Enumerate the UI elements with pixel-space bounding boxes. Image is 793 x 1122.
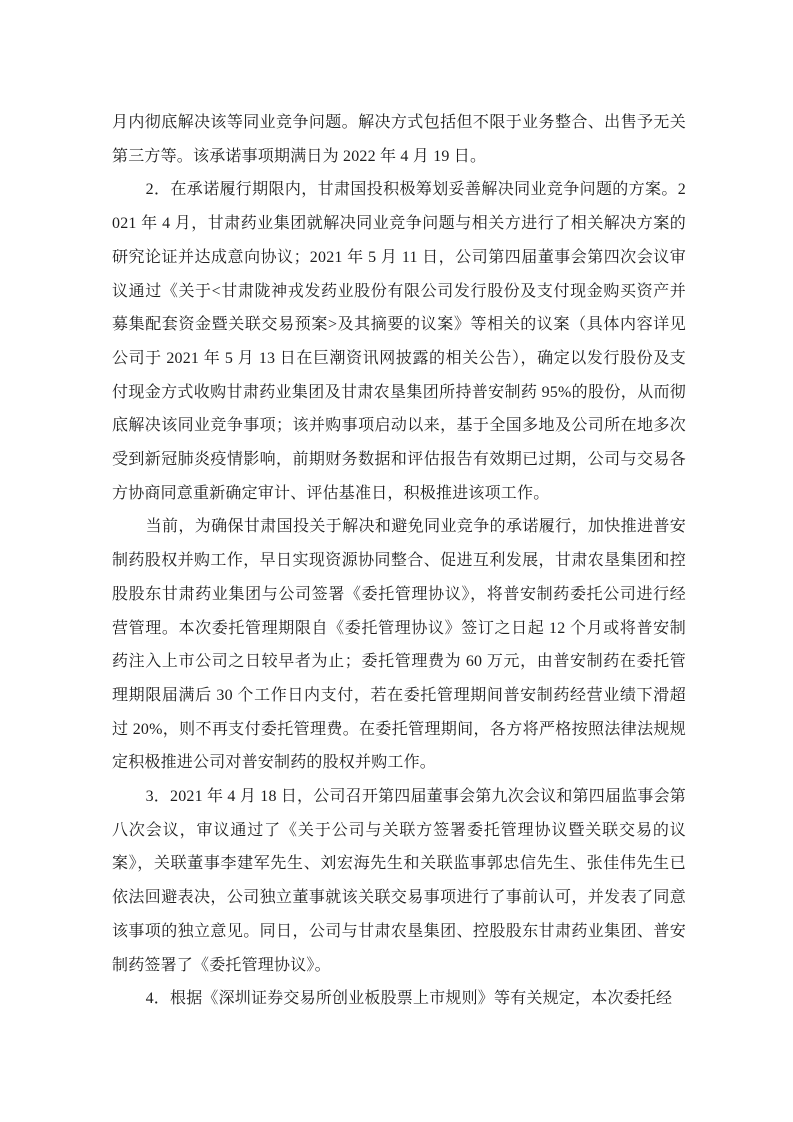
paragraph-item-2: 2．在承诺履行期限内，甘肃国投积极筹划妥善解决同业竞争问题的方案。2021 年 4 月，甘肃药业集团就解决同业竞争问题与相关方进行了相关解决方案的研究论证并达成意向协议；2021 年 5 月 11 日，公司第四届董事会第四次会议审议通过《关于<甘肃陇神戎发药业股份有限公司发行股份及支付现金购买资产并募集配套资金暨关联交易预案>及其摘要的议案》等相关的议案（具体内容详见公司于 2021 年 5 月 13 日在巨潮资讯网披露的相关公告），确定以发行股份及支付现金方式收购甘肃药业集团及甘肃农垦集团所持普安制药 95%的股份，从而彻底解决该同业竞争事项；该并购事项启动以来，基于全国多地及公司所在地多次受到新冠肺炎疫情影响，前期财务数据和评估报告有效期已过期，公司与交易各方协商同意重新确定审计、评估基准日，积极推进该项工作。 [112,181,686,502]
paragraph-continuation: 月内彻底解决该等同业竞争问题。解决方式包括但不限于业务整合、出售予无关第三方等。该承诺事项期满日为 2022 年 4 月 19 日。 [112,114,686,165]
paragraph-current-status: 当前，为确保甘肃国投关于解决和避免同业竞争的承诺履行，加快推进普安制药股权并购工作，早日实现资源协同整合、促进互利发展，甘肃农垦集团和控股股东甘肃药业集团与公司签署《委托管理协议》，将普安制药委托公司进行经营管理。本次委托管理期限自《委托管理协议》签订之日起 12 个月或将普安制药注入上市公司之日较早者为止；委托管理费为 60 万元，由普安制药在委托管理期限届满后 30 个工作日内支付，若在委托管理期间普安制药经营业绩下滑超过 20%，则不再支付委托管理费。在委托管理期间，各方将严格按照法律法规规定积极推进公司对普安制药的股权并购工作。 [112,518,686,772]
paragraph-item-4: 4．根据《深圳证券交易所创业板股票上市规则》等有关规定，本次委托经 [145,990,673,1008]
paragraph-item-3: 3．2021 年 4 月 18 日，公司召开第四届董事会第九次会议和第四届监事会第八次会议，审议通过了《关于公司与关联方签署委托管理协议暨关联交易的议案》，关联董事李建军先生、刘宏海先生和关联监事郭忠信先生、张佳伟先生已依法回避表决，公司独立董事就该关联交易事项进行了事前认可，并发表了同意该事项的独立意见。同日，公司与甘肃农垦集团、控股股东甘肃药业集团、普安制药签署了《委托管理协议》。 [112,788,686,974]
document-body-text [112,106,686,1016]
